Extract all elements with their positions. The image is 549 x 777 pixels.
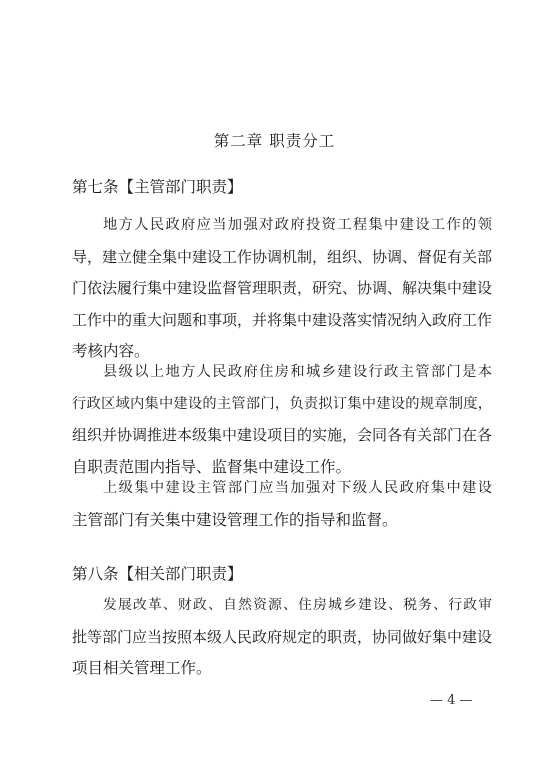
text-line: 上级集中建设主管部门应当加强对下级人民政府集中建设 xyxy=(103,480,492,496)
text-line: 导，建立健全集中建设工作协调机制，组织、协调、督促有关部 xyxy=(72,247,493,266)
text-line: 门依法履行集中建设监督管理职责，研究、协调、解决集中建设 xyxy=(72,279,493,297)
article-7-paragraph-2 xyxy=(72,357,492,483)
text-line: 批等部门应当按照本级人民政府规定的职责，协同做好集中建设 xyxy=(72,627,493,646)
chapter-title: 第二章 职责分工 xyxy=(213,132,336,150)
text-line: 自职责范围内指导、监督集中建设工作。 xyxy=(72,457,352,476)
article-8-heading: 第八条【相关部门职责】 xyxy=(72,565,243,583)
text-line: 主管部门有关集中建设管理工作的指导和监督。 xyxy=(72,510,398,529)
text-line: 项目相关管理工作。 xyxy=(72,659,212,677)
text-line: 组织并协调推进本级集中建设项目的实施，会同各有关部门在各 xyxy=(72,426,493,444)
text-line: 地方人民政府应当加强对政府投资工程集中建设工作的领 xyxy=(103,217,492,233)
article-7-heading: 第七条【主管部门职责】 xyxy=(72,178,243,196)
text-line: 行政区域内集中建设的主管部门，负责拟订集中建设的规章制度， xyxy=(72,395,492,412)
text-line: 工作中的重大问题和事项，并将集中建设落实情况纳入政府工作 xyxy=(72,310,493,329)
text-line: 考核内容。 xyxy=(72,342,150,360)
article-7-paragraph-1 xyxy=(72,210,492,368)
article-8-paragraph-1 xyxy=(72,590,492,685)
text-line: 县级以上地方人民政府住房和城乡建设行政主管部门是本 xyxy=(103,364,492,380)
page-number: — 4 — xyxy=(430,693,473,708)
article-7-paragraph-3 xyxy=(72,473,492,536)
text-line: 发展改革、财政、自然资源、住房城乡建设、税务、行政审 xyxy=(103,597,492,613)
